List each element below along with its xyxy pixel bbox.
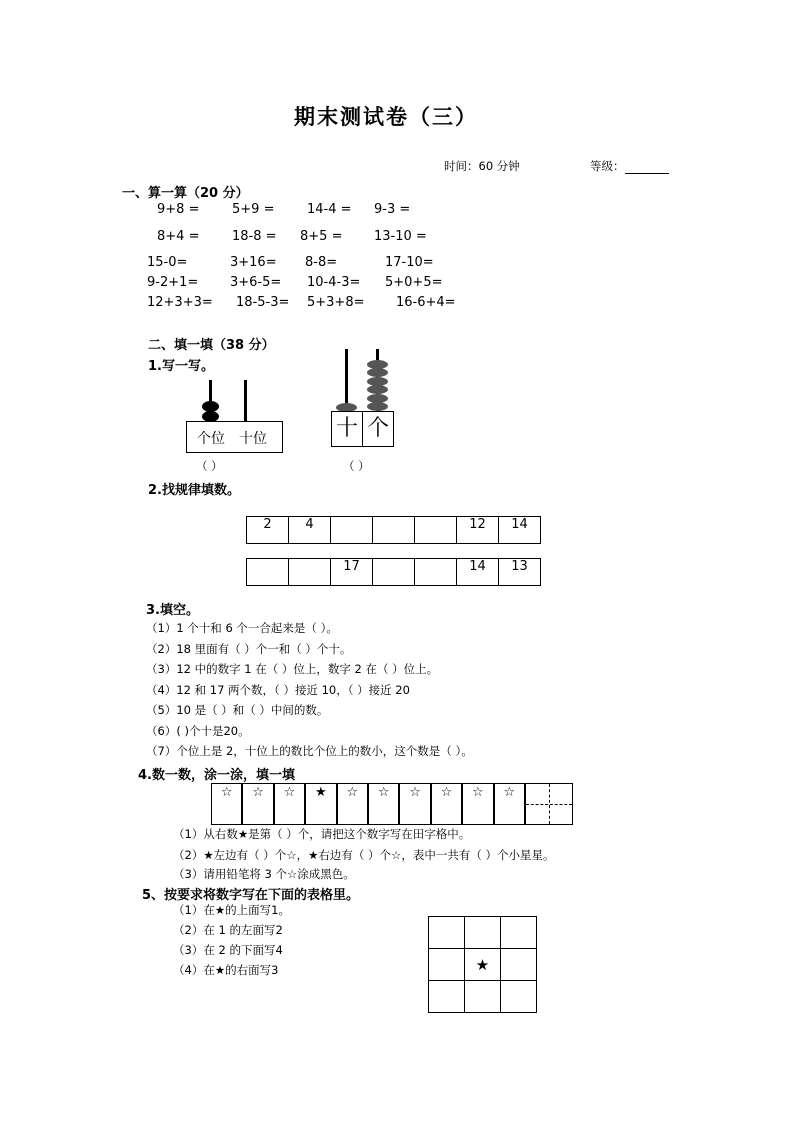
grid-cell[interactable] [464,916,501,949]
star-cell[interactable] [305,783,336,825]
abacus2-bead [367,385,388,394]
calc-item: 18-5-3= [236,295,290,310]
pattern-cell[interactable] [415,517,457,544]
q5-item: （2）在 1 的左面写2 [173,923,283,937]
calc-item: 15-0= [147,255,188,270]
star-icon: ☆ [377,785,390,800]
star-icon: ☆ [220,785,233,800]
pattern-cell: 2 [247,517,289,544]
calc-item: 18-8 = [232,229,277,244]
grid-cell[interactable] [500,948,537,981]
star-icon: ☆ [252,785,264,800]
pattern-cell[interactable] [415,559,457,586]
q3-item: （4）12 和 17 两个数，（ ）接近 10，（ ）接近 20 [146,682,410,697]
star-icon: ☆ [472,785,484,800]
star-cell[interactable] [431,783,462,825]
tianzige-cell[interactable] [525,783,573,825]
star-icon: ☆ [503,785,516,800]
q3-label: 3.填空。 [146,603,199,618]
grade-label-text: 等级： [590,159,625,173]
q2-label: 2.找规律填数。 [148,483,240,498]
q4-item: （3）请用铅笔将 3 个☆涂成黑色。 [173,867,355,881]
grid-cell[interactable] [428,980,465,1013]
q4-item: （1）从右数★是第（ ）个，请把这个数字写在田字格中。 [173,827,471,841]
grid-cell[interactable] [500,916,537,949]
abacus2-answer[interactable]: （ ） [343,459,370,473]
q3-item: （1）1 个十和 6 个一合起来是（ ）。 [146,621,338,635]
calc-item: 8-8= [305,255,338,270]
filled-star-icon: ★ [315,785,327,800]
pattern-cell: 14 [457,559,499,586]
abacus1-tens-rod [244,380,247,422]
star-cell[interactable] [462,783,493,825]
pattern-cell: 14 [499,517,541,544]
calc-item: 3+16= [230,255,277,270]
calc-item: 8+4 = [157,229,200,244]
abacus1-box [186,421,283,453]
pattern-cell: 4 [289,517,331,544]
calc-item: 5+0+5= [385,275,443,290]
star-cell[interactable] [494,783,525,825]
calc-item: 9-3 = [374,202,411,217]
time-label: 时间：60 分钟 [444,159,520,173]
calc-item: 16-6+4= [396,295,456,310]
grid-cell[interactable] [464,980,501,1013]
pattern-cell[interactable] [373,559,415,586]
abacus2-bead [367,402,388,411]
calc-item: 9+8 = [157,202,200,217]
q4-item: （2）★左边有（ ）个☆，★右边有（ ）个☆，表中一共有（ ）个小星星。 [173,848,555,862]
q5-item: （3）在 2 的下面写4 [173,943,283,957]
abacus1-answer[interactable]: （ ） [196,459,223,473]
calc-item: 14-4 = [307,202,352,217]
q3-item: （5）10 是（ ）和（ ）中间的数。 [146,703,329,717]
calc-item: 8+5 = [300,229,343,244]
q3-item: （3）12 中的数字 1 在（ ）位上，数字 2 在（ ）位上。 [146,662,439,676]
calc-item: 12+3+3= [147,295,213,310]
grid-cell: ★ [464,948,501,981]
pattern-cell[interactable] [331,517,373,544]
star-icon: ☆ [283,785,296,800]
pattern-cell: 17 [331,559,373,586]
q3-item: （7）个位上是 2，十位上的数比个位上的数小，这个数是（ ）。 [146,744,473,758]
star-cell[interactable] [242,783,273,825]
calc-item: 5+3+8= [307,295,365,310]
pattern-table-1 [246,516,541,544]
star-cell[interactable] [399,783,430,825]
calc-item: 3+6-5= [230,275,282,290]
q4-label: 4.数一数，涂一涂，填一填 [138,768,295,783]
grade-label [590,158,669,174]
abacus1-ones-label: 个位 [197,431,225,447]
q3-item: （6）( )个十是20。 [146,723,250,738]
star-icon: ☆ [440,785,453,800]
calc-item: 9-2+1= [147,275,199,290]
calc-item: 10-4-3= [307,275,361,290]
star-cell[interactable] [211,783,242,825]
calc-item: 13-10 = [374,229,427,244]
pattern-cell[interactable] [247,559,289,586]
tianzige-v-guide [549,784,550,824]
q5-label: 5、按要求将数字写在下面的表格里。 [142,888,360,903]
abacus2-ones-box: 个 [362,411,394,447]
grid-cell[interactable] [428,916,465,949]
q1-label: 1.写一写。 [148,359,214,374]
pattern-cell[interactable] [373,517,415,544]
grade-blank[interactable] [625,161,669,174]
star-icon: ☆ [346,785,359,800]
calc-item: 5+9 = [232,202,275,217]
q3-item: （2）18 里面有（ ）个一和（ ）个十。 [146,641,352,656]
pattern-cell[interactable] [289,559,331,586]
pattern-cell: 13 [499,559,541,586]
q5-item: （4）在★的右面写3 [173,963,279,977]
section2-heading: 二、填一填（38 分） [148,338,275,353]
section1-heading: 一、算一算（20 分） [122,186,249,201]
grid-cell[interactable] [500,980,537,1013]
abacus2-tens-rod [345,349,348,411]
page-title: 期末测试卷（三） [294,104,478,129]
calc-item: 17-10= [385,255,434,270]
pattern-cell: 12 [457,517,499,544]
abacus1-tens-label: 十位 [239,431,267,447]
pattern-table-2 [246,558,541,586]
star-icon: ☆ [409,785,421,800]
q5-item: （1）在★的上面写1。 [173,903,290,917]
star-cell[interactable] [274,783,305,825]
abacus2-tens-box: 十 [331,411,363,447]
grid-cell[interactable] [428,948,465,981]
star-cell[interactable] [368,783,399,825]
star-cell[interactable] [337,783,368,825]
